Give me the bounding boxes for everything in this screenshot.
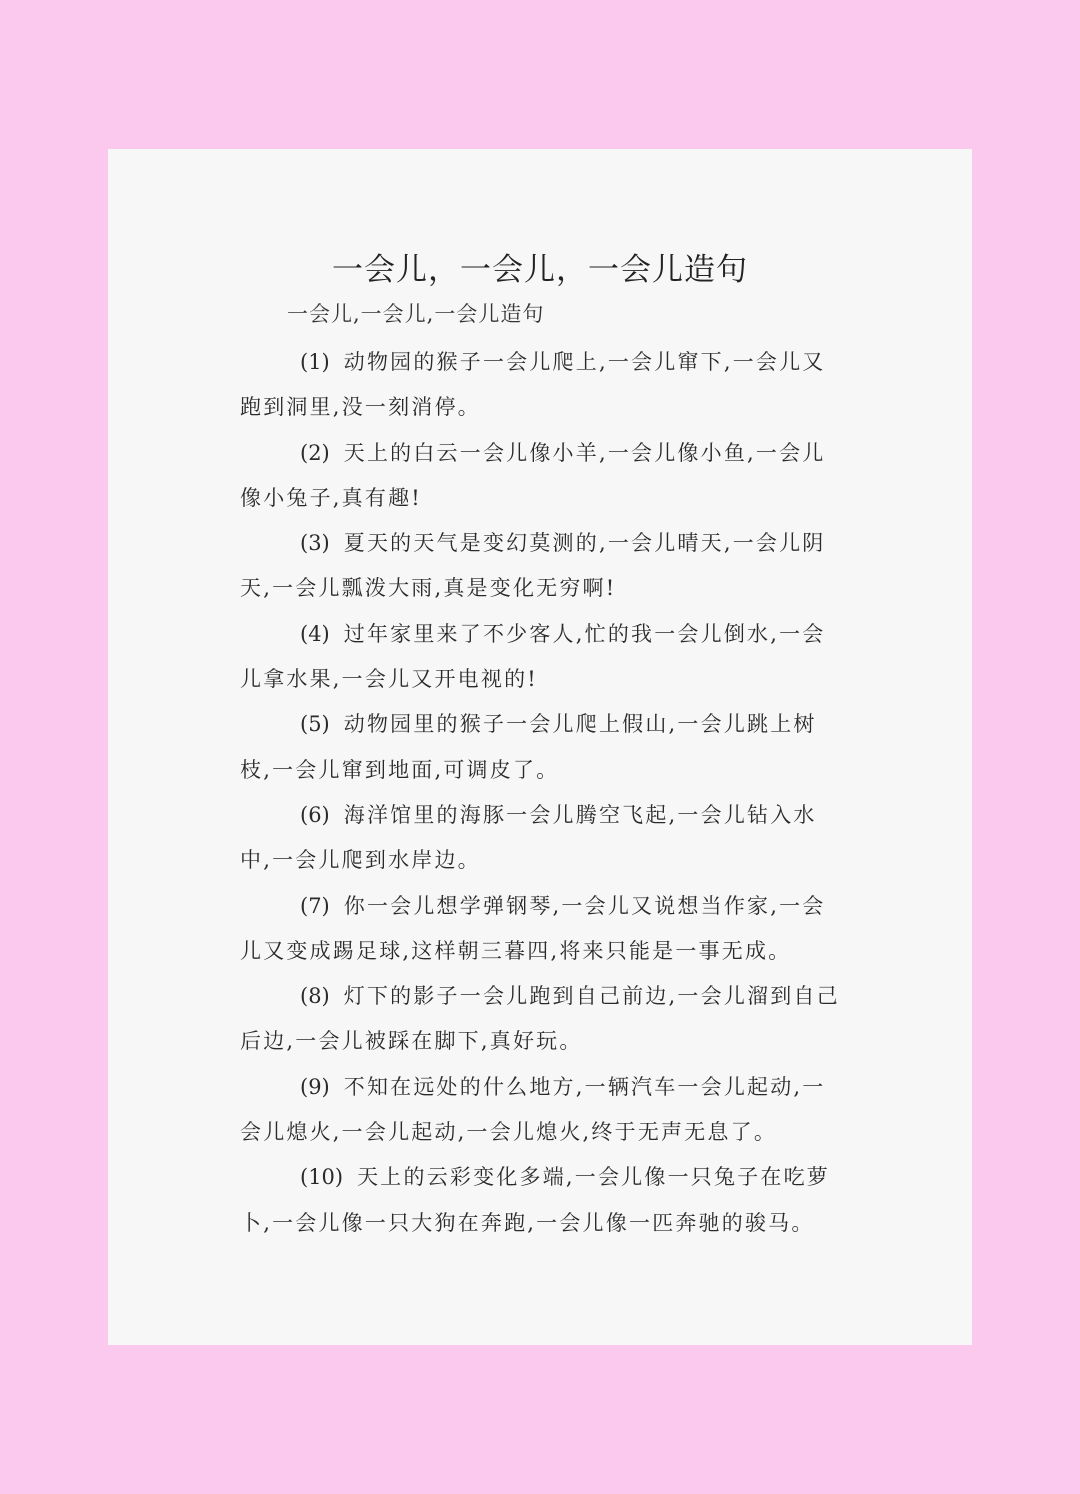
sentence-number: (5) bbox=[300, 712, 330, 737]
document-title: 一会儿，一会儿，一会儿造句 bbox=[332, 252, 748, 288]
sentence-item bbox=[240, 793, 844, 884]
document-subtitle: 一会儿,一会儿,一会儿造句 bbox=[287, 302, 545, 326]
sentence-item bbox=[240, 340, 844, 431]
sentence-number: (1) bbox=[300, 350, 330, 374]
sentence-number: (8) bbox=[300, 984, 330, 1009]
sentence-text: 天上的白云一会儿像小羊,一会儿像小鱼,一会儿像小兔子,真有趣! bbox=[240, 440, 826, 510]
sentence-text: 动物园的猴子一会儿爬上,一会儿窜下,一会儿又跑到洞里,没一刻消停。 bbox=[240, 350, 826, 420]
sentence-text: 不知在远处的什么地方,一辆汽车一会儿起动,一会儿熄火,一会儿起动,一会儿熄火,终于无声无息了。 bbox=[240, 1074, 826, 1145]
sentence-text: 过年家里来了不少客人,忙的我一会儿倒水,一会儿拿水果,一会儿又开电视的! bbox=[240, 621, 826, 692]
sentence-text: 动物园里的猴子一会儿爬上假山,一会儿跳上树枝,一会儿窜到地面,可调皮了。 bbox=[240, 712, 817, 782]
sentence-number: (3) bbox=[300, 531, 330, 556]
sentence-text: 天上的云彩变化多端,一会儿像一只兔子在吃萝卜,一会儿像一只大狗在奔跑,一会儿像一匹奔驰的骏马。 bbox=[240, 1165, 830, 1235]
sentence-number: (10) bbox=[300, 1165, 344, 1190]
sentence-number: (2) bbox=[300, 440, 330, 465]
sentence-list bbox=[240, 340, 844, 1246]
sentence-number: (9) bbox=[300, 1074, 330, 1099]
sentence-number: (7) bbox=[300, 893, 330, 918]
sentence-number: (4) bbox=[300, 621, 330, 646]
sentence-text: 你一会儿想学弹钢琴,一会儿又说想当作家,一会儿又变成踢足球,这样朝三暮四,将来只能是一事无成。 bbox=[240, 893, 826, 963]
sentence-item bbox=[240, 431, 844, 522]
sentence-item bbox=[240, 1155, 844, 1246]
sentence-text: 夏天的天气是变幻莫测的,一会儿晴天,一会儿阴天,一会儿瓢泼大雨,真是变化无穷啊! bbox=[240, 531, 826, 601]
sentence-item bbox=[240, 612, 844, 703]
sentence-item bbox=[240, 521, 844, 612]
sentence-text: 灯下的影子一会儿跑到自己前边,一会儿溜到自己后边,一会儿被踩在脚下,真好玩。 bbox=[240, 984, 840, 1054]
sentence-item bbox=[240, 974, 844, 1065]
sentence-item bbox=[240, 884, 844, 975]
sentence-item bbox=[240, 702, 844, 793]
sentence-number: (6) bbox=[300, 802, 330, 827]
sentence-text: 海洋馆里的海豚一会儿腾空飞起,一会儿钻入水中,一会儿爬到水岸边。 bbox=[240, 802, 817, 873]
sentence-item bbox=[240, 1065, 844, 1156]
